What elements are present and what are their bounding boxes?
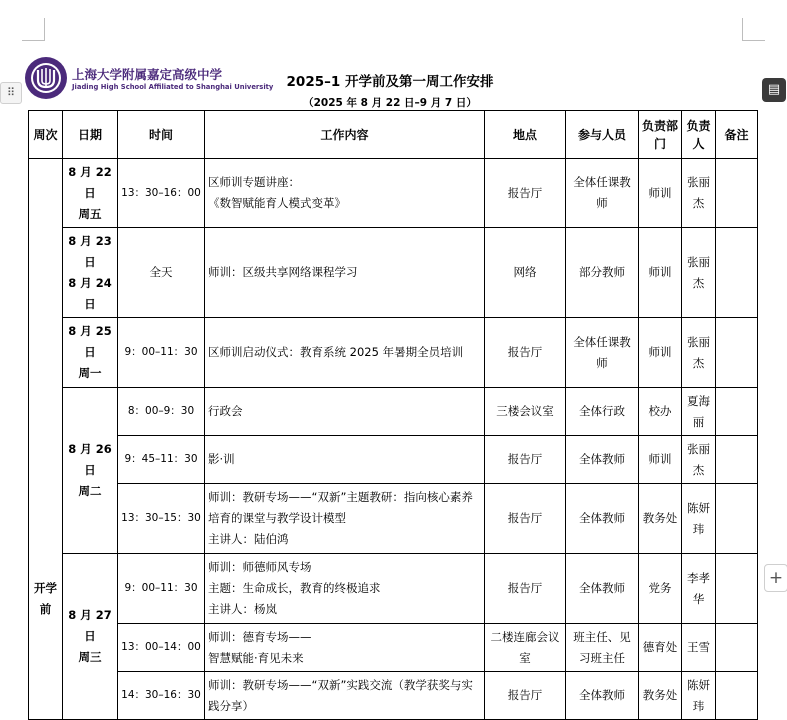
- content-line: 行政会: [208, 404, 243, 418]
- page-subtitle: （2025 年 8 月 22 日–9 月 7 日）: [303, 97, 477, 109]
- lead-cell: 王雪: [682, 624, 716, 672]
- table-row: [29, 436, 758, 484]
- place-cell: 报告厅: [485, 554, 566, 624]
- content-cell: [205, 484, 485, 554]
- lead-cell: 陈妍玮: [682, 672, 716, 720]
- people-cell: 全体行政: [566, 388, 639, 436]
- table-row: [29, 484, 758, 554]
- content-line: 影·训: [208, 452, 235, 466]
- content-line: 《数智赋能育人模式变革》: [208, 196, 346, 210]
- weekday-text: 周一: [78, 366, 102, 380]
- note-cell: [716, 159, 758, 228]
- schedule-table: [28, 110, 758, 720]
- table-header-row: [29, 111, 758, 159]
- content-line: 智慧赋能·育见未来: [208, 650, 304, 665]
- note-cell: [716, 318, 758, 388]
- page-title: 2025–1 开学前及第一周工作安排: [286, 74, 494, 90]
- lead-cell: 夏海丽: [682, 388, 716, 436]
- lead-cell: 李孝华: [682, 554, 716, 624]
- time-cell: 全天: [118, 228, 205, 318]
- table-row: [29, 228, 758, 318]
- content-line: 区师训专题讲座：: [208, 175, 300, 189]
- content-line: 师训：教研专场——“双新”实践交流（教学获奖与实践分享）: [208, 677, 473, 713]
- date-cell: [63, 388, 118, 554]
- date-text: 8 月 22 日: [68, 164, 112, 200]
- place-cell: 报告厅: [485, 436, 566, 484]
- note-cell: [716, 672, 758, 720]
- date-text: 8 月 27 日: [68, 608, 112, 643]
- content-line: 师训：师德师风专场: [208, 560, 312, 574]
- table-row: [29, 159, 758, 228]
- content-cell: [205, 624, 485, 672]
- lead-cell: 张丽杰: [682, 159, 716, 228]
- time-cell: 9：00–11：30: [118, 318, 205, 388]
- header-place: 地点: [485, 111, 566, 159]
- content-cell: [205, 228, 485, 318]
- date-text: 8 月 26 日: [68, 442, 112, 477]
- dept-cell: 师训: [639, 159, 682, 228]
- lead-cell: 张丽杰: [682, 318, 716, 388]
- note-cell: [716, 436, 758, 484]
- date-text: 8 月 23 日: [68, 233, 112, 269]
- lead-cell: 陈妍玮: [682, 484, 716, 554]
- header-time: 时间: [118, 111, 205, 159]
- school-logo: [24, 56, 274, 102]
- table-row: [29, 624, 758, 672]
- time-cell: 8：00–9：30: [118, 388, 205, 436]
- sidebar-toggle-icon[interactable]: ▤: [762, 78, 786, 102]
- note-cell: [716, 228, 758, 318]
- dept-cell: 师训: [639, 228, 682, 318]
- date-text: 8 月 25 日: [68, 324, 112, 359]
- note-cell: [716, 554, 758, 624]
- content-line: 师训：德育专场——: [208, 629, 312, 644]
- people-cell: 全体任课教师: [566, 318, 639, 388]
- content-cell: [205, 672, 485, 720]
- place-cell: 报告厅: [485, 672, 566, 720]
- lead-cell: 张丽杰: [682, 436, 716, 484]
- dept-cell: 教务处: [639, 484, 682, 554]
- dept-cell: 党务: [639, 554, 682, 624]
- content-line: 主讲人：杨岚: [208, 602, 277, 616]
- table-row: [29, 318, 758, 388]
- content-cell: [205, 436, 485, 484]
- place-cell: 报告厅: [485, 318, 566, 388]
- logo-chinese-name: 上海大学附属嘉定高级中学: [72, 67, 223, 82]
- table-row: [29, 388, 758, 436]
- dept-cell: 德育处: [639, 624, 682, 672]
- content-cell: [205, 159, 485, 228]
- content-cell: [205, 388, 485, 436]
- date-cell: [63, 554, 118, 720]
- week-label: 开学前: [34, 581, 57, 616]
- logo-english-name: Jiading High School Affiliated to Shanghai University: [72, 83, 274, 91]
- plus-icon[interactable]: +: [764, 564, 787, 592]
- header-note: 备注: [716, 111, 758, 159]
- weekday-text: 周五: [78, 206, 102, 221]
- date-cell: [63, 159, 118, 228]
- weekday-text: 周二: [78, 484, 102, 498]
- date-text: 8 月 24 日: [68, 275, 112, 311]
- time-cell: 9：45–11：30: [118, 436, 205, 484]
- people-cell: 部分教师: [566, 228, 639, 318]
- note-cell: [716, 624, 758, 672]
- header-date: 日期: [63, 111, 118, 159]
- content-line: 主题：生命成长，教育的终极追求: [208, 581, 381, 595]
- table-row: [29, 554, 758, 624]
- drag-handle-icon[interactable]: ⠿: [0, 82, 22, 104]
- note-cell: [716, 388, 758, 436]
- page-corner-mark-right: [742, 18, 765, 41]
- time-cell: 14：30–16：30: [118, 672, 205, 720]
- people-cell: 全体教师: [566, 554, 639, 624]
- people-cell: 全体教师: [566, 484, 639, 554]
- weekday-text: 周三: [78, 650, 102, 664]
- header-people: 参与人员: [566, 111, 639, 159]
- date-cell: [63, 318, 118, 388]
- place-cell: 三楼会议室: [485, 388, 566, 436]
- header-week: 周次: [29, 111, 63, 159]
- time-cell: 13：00–14：00: [118, 624, 205, 672]
- dept-cell: 校办: [639, 388, 682, 436]
- dept-cell: 师训: [639, 436, 682, 484]
- content-line: 主讲人：陆伯鸿: [208, 532, 289, 546]
- time-cell: 9：00–11：30: [118, 554, 205, 624]
- note-cell: [716, 484, 758, 554]
- content-line: 区师训启动仪式：教育系统 2025 年暑期全员培训: [208, 345, 464, 359]
- time-cell: 13：30–16：00: [118, 159, 205, 228]
- date-cell: [63, 228, 118, 318]
- header-content: 工作内容: [205, 111, 485, 159]
- page-corner-mark-left: [22, 18, 45, 41]
- week-cell: [29, 159, 63, 720]
- content-cell: [205, 318, 485, 388]
- people-cell: 班主任、见习班主任: [566, 624, 639, 672]
- place-cell: 二楼连廊会议室: [485, 624, 566, 672]
- content-line: 师训：教研专场——“双新”主题教研：指向核心素养培育的课堂与教学设计模型: [208, 490, 473, 525]
- people-cell: 全体教师: [566, 436, 639, 484]
- dept-cell: 教务处: [639, 672, 682, 720]
- header-dept: 负责部门: [639, 111, 682, 159]
- place-cell: 报告厅: [485, 484, 566, 554]
- content-cell: [205, 554, 485, 624]
- header-lead: 负责人: [682, 111, 716, 159]
- place-cell: 网络: [485, 228, 566, 318]
- dept-cell: 师训: [639, 318, 682, 388]
- place-cell: 报告厅: [485, 159, 566, 228]
- table-row: [29, 672, 758, 720]
- content-line: 师训：区级共享网络课程学习: [208, 265, 358, 279]
- people-cell: 全体教师: [566, 672, 639, 720]
- lead-cell: 张丽杰: [682, 228, 716, 318]
- school-seal-icon: [24, 56, 68, 100]
- time-cell: 13：30–15：30: [118, 484, 205, 554]
- people-cell: 全体任课教师: [566, 159, 639, 228]
